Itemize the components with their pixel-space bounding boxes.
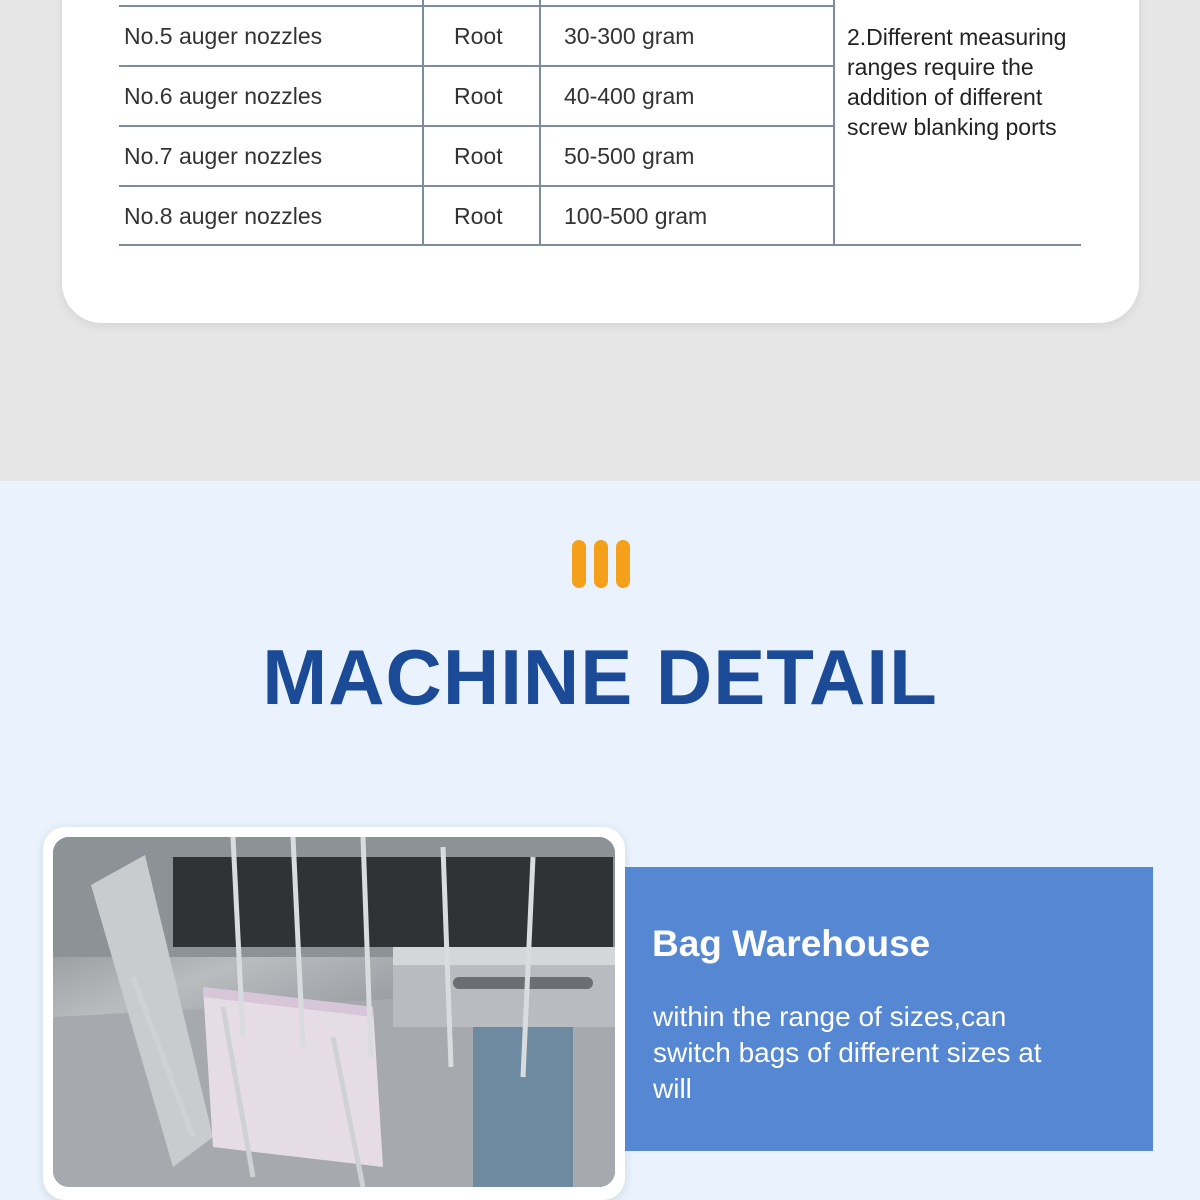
spec-table	[119, 0, 1081, 246]
table-row-divider	[119, 125, 834, 127]
section-title: MACHINE DETAIL	[262, 633, 938, 721]
table-col-divider	[539, 0, 541, 246]
machine-photo	[53, 837, 615, 1187]
table-cell-name: No.6 auger nozzles	[124, 83, 323, 109]
feature-description: within the range of sizes,can switch bags of different sizes at will	[653, 1001, 1042, 1104]
table-cell-range: 100-500 gram	[564, 203, 708, 229]
table-row-divider	[119, 5, 834, 7]
table-cell-unit: Root	[454, 143, 503, 169]
three-bars-icon	[572, 540, 630, 588]
table-bottom-border	[119, 244, 1081, 246]
table-cell-name: No.7 auger nozzles	[124, 143, 323, 169]
table-cell-unit: Root	[454, 203, 503, 229]
bag-warehouse-illustration	[53, 837, 615, 1187]
table-cell-name: No.5 auger nozzles	[124, 23, 323, 49]
spec-section	[0, 0, 1200, 481]
table-col-divider	[422, 0, 424, 246]
table-cell-range: 30-300 gram	[564, 23, 695, 49]
table-cell-unit: Root	[454, 83, 503, 109]
table-cell-range: 50-500 gram	[564, 143, 695, 169]
table-row-divider	[119, 65, 834, 67]
table-note: 2.Different measuring ranges require the addition of different screw blanking ports	[847, 24, 1067, 140]
photo-frame	[43, 827, 625, 1200]
table-cell-range: 40-400 gram	[564, 83, 695, 109]
table-cell-name: No.8 auger nozzles	[124, 203, 323, 229]
table-col-divider	[833, 0, 835, 246]
feature-title: Bag Warehouse	[652, 923, 931, 964]
table-cell-unit: Root	[454, 23, 503, 49]
table-row-divider	[119, 185, 834, 187]
feature-panel	[625, 867, 1153, 1151]
